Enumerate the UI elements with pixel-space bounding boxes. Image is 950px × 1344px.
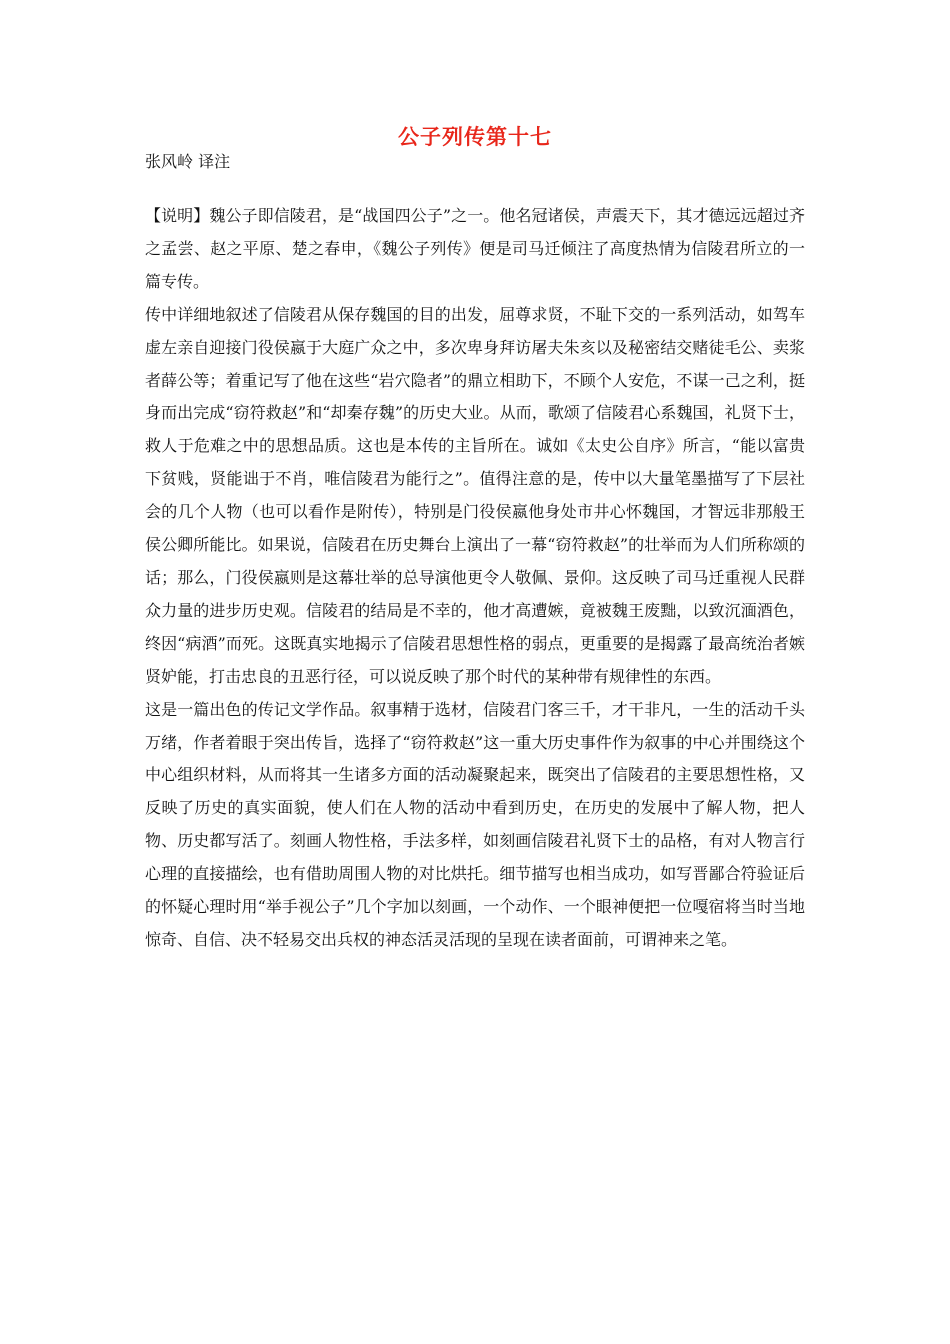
author-byline: 张风岭 译注	[145, 152, 231, 171]
paragraph-intro: 【说明】魏公子即信陵君，是“战国四公子”之一。他名冠诸侯，声震天下，其才德远远超过齐之孟尝、赵之平原、楚之春申，《魏公子列传》便是司马迁倾注了高度热情为信陵君所立的一篇专传。	[145, 206, 805, 291]
paragraph-literary: 这是一篇出色的传记文学作品。叙事精于选材，信陵君门客三千，才干非凡，一生的活动千头万绪，作者着眼于突出传旨，选择了“窃符救赵”这一重大历史事件作为叙事的中心并围绕这个中心组织材料，从而将其一生诸多方面的活动凝聚起来，既突出了信陵君的主要思想性格，又反映了历史的真实面貌，使人们在人物的活动中看到历史，在历史的发展中了解人物，把人物、历史都写活了。刻画人物性格，手法多样，如刻画信陵君礼贤下士的品格，有对人物言行心理的直接描绘，也有借助周围人物的对比烘托。细节描写也相当成功，如写晋鄙合符验证后的怀疑心理时用“举手视公子”几个字加以刻画，一个动作、一个眼神便把一位嘎宿将当时当地惊奇、自信、决不轻易交出兵权的神态活灵活现的呈现在读者面前，可谓神来之笔。	[145, 699, 805, 949]
document-title: 公子列传第十七	[398, 125, 552, 149]
document-body	[145, 200, 805, 957]
paragraph-analysis: 传中详细地叙述了信陵君从保存魏国的目的出发，屈尊求贤，不耻下交的一系列活动，如驾车虚左亲自迎接门役侯嬴于大庭广众之中，多次卑身拜访屠夫朱亥以及秘密结交赌徒毛公、卖浆者薛公等；着重记写了他在这些“岩穴隐者”的鼎立相助下，不顾个人安危，不谋一己之利，挺身而出完成“窃符救赵”和“却秦存魏”的历史大业。从而，歌颂了信陵君心系魏国，礼贤下士，救人于危难之中的思想品质。这也是本传的主旨所在。诚如《太史公自序》所言，“能以富贵下贫贱，贤能诎于不肖，唯信陵君为能行之”。值得注意的是，传中以大量笔墨描写了下层社会的几个人物（也可以看作是附传），特别是门役侯嬴他身处市井心怀魏国，才智远非那般王侯公卿所能比。如果说，信陵君在历史舞台上演出了一幕“窃符救赵”的壮举而为人们所称颂的话；那么，门役侯嬴则是这幕壮举的总导演他更令人敬佩、景仰。这反映了司马迁重视人民群众力量的进步历史观。信陵君的结局是不幸的，他才高遭嫉，竟被魏王废黜，以致沉湎酒色，终因“病酒”而死。这既真实地揭示了信陵君思想性格的弱点，更重要的是揭露了最高统治者嫉贤妒能，打击忠良的丑恶行径，可以说反映了那个时代的某种带有规律性的东西。	[145, 304, 805, 686]
